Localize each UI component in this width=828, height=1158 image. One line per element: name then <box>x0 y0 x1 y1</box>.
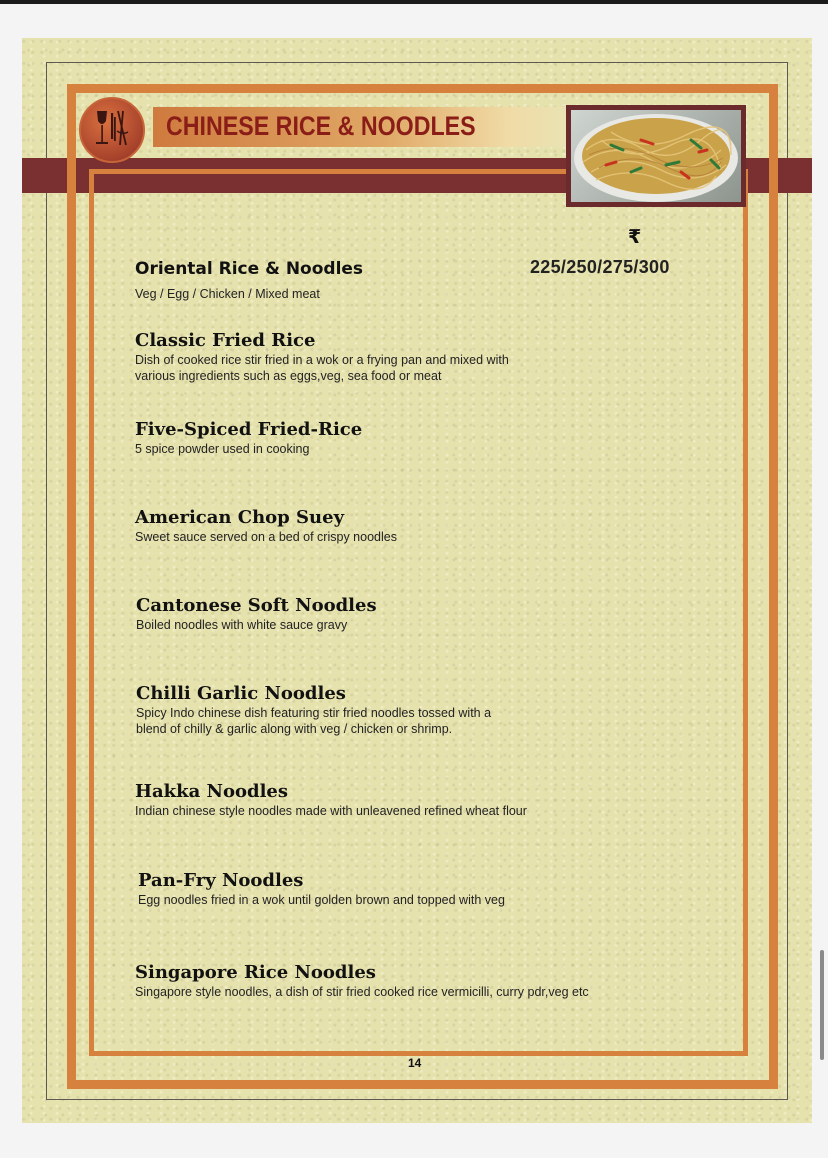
window-top-bar <box>0 0 828 4</box>
menu-item <box>136 595 576 633</box>
page-title: CHINESE RICE & NOODLES <box>166 111 476 141</box>
menu-item-name: Classic Fried Rice <box>135 330 316 351</box>
menu-item-description: Veg / Egg / Chicken / Mixed meat <box>135 287 320 301</box>
menu-item-description: Sweet sauce served on a bed of crispy noodles <box>135 530 397 544</box>
menu-item-name: Pan-Fry Noodles <box>138 870 304 891</box>
menu-item-name: Five-Spiced Fried-Rice <box>135 419 363 440</box>
menu-item-description: Singapore style noodles, a dish of stir fried cooked rice vermicilli, curry pdr,veg etc <box>135 985 589 999</box>
menu-item-description: Dish of cooked rice stir fried in a wok or a frying pan and mixed with various ingredients such as eggs,veg, sea food or meat <box>135 353 509 383</box>
menu-item <box>138 870 658 908</box>
menu-item <box>135 507 575 545</box>
menu-item-description: Indian chinese style noodles made with unleavened refined wheat flour <box>135 804 527 818</box>
menu-item <box>135 258 575 302</box>
menu-item-name: Hakka Noodles <box>135 781 289 802</box>
menu-item-name: Singapore Rice Noodles <box>135 962 376 983</box>
menu-item-description: Egg noodles fried in a wok until golden brown and topped with veg <box>138 893 505 907</box>
menu-item <box>135 419 575 457</box>
menu-item-description: Spicy Indo chinese dish featuring stir fried noodles tossed with a blend of chilly & garlic along with veg / chicken or shrimp. <box>136 706 492 736</box>
menu-item-name: Chilli Garlic Noodles <box>136 683 346 704</box>
noodles-dish-photo <box>571 110 741 202</box>
wine-glass-chopsticks-icon <box>79 97 145 163</box>
scrollbar-thumb[interactable] <box>820 950 824 1060</box>
menu-item <box>135 330 575 384</box>
section-title-box <box>153 107 571 147</box>
menu-item-description: 5 spice powder used in cooking <box>135 442 310 456</box>
menu-item-description: Boiled noodles with white sauce gravy <box>136 618 348 632</box>
page-number: 14 <box>408 1056 422 1070</box>
currency-symbol: ₹ <box>628 226 642 248</box>
menu-page <box>22 38 812 1123</box>
menu-item <box>136 683 576 737</box>
menu-item <box>135 781 655 819</box>
menu-item-name: Oriental Rice & Noodles <box>135 259 364 279</box>
menu-item-name: Cantonese Soft Noodles <box>136 595 377 616</box>
menu-item-name: American Chop Suey <box>135 507 345 528</box>
menu-item <box>135 962 675 1000</box>
price-range: 225/250/275/300 <box>530 257 670 277</box>
noodles-photo-frame <box>566 105 746 207</box>
